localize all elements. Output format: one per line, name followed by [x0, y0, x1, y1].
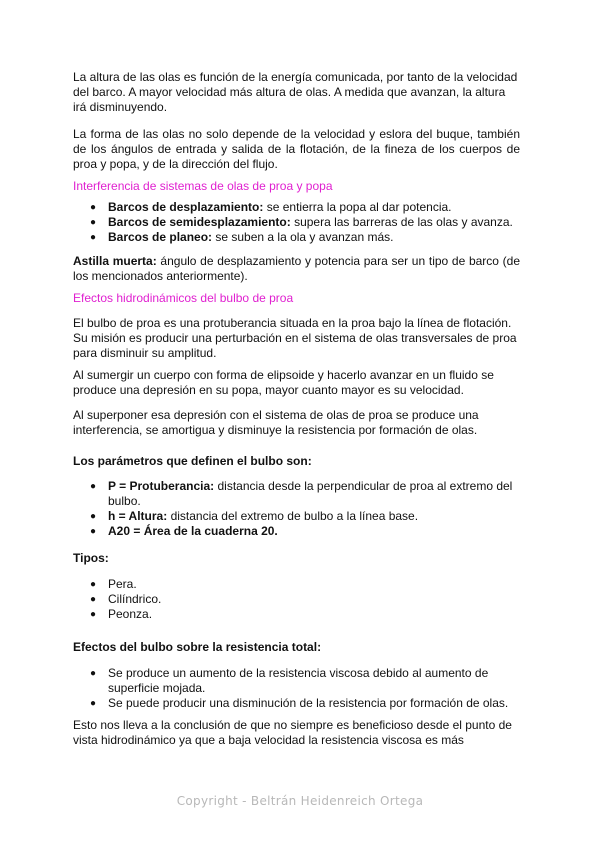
bullet-icon: ● [90, 698, 97, 709]
item-text: Peonza. [108, 607, 153, 621]
list-tipos [73, 577, 520, 622]
definition: distancia desde la perpendicular de proa al extremo del bulbo. [108, 479, 513, 508]
list-item [73, 200, 520, 215]
bullet-icon: ● [90, 594, 97, 605]
copyright-footer: Copyright - Beltrán Heidenreich Ortega [176, 794, 424, 808]
bullet-icon: ● [90, 511, 97, 522]
item-text: Se produce un aumento de la resistencia viscosa debido al aumento de superficie mojada. [108, 666, 489, 695]
list-item [73, 524, 520, 539]
list-item [73, 230, 520, 245]
bullet-icon: ● [90, 526, 97, 537]
item-text: Pera. [108, 577, 137, 591]
paragraph-wave-height: La altura de las olas es función de la energía comunicada, por tanto de la velocidad del barco. A mayor velocidad más altura de olas. A medida que avanzan, la altura irá disminuyendo. [73, 70, 518, 114]
heading-tipos: Tipos: [73, 551, 109, 565]
definition: se suben a la ola y avanzan más. [212, 230, 394, 244]
paragraph-astilla-muerta [73, 254, 520, 284]
list-item [73, 577, 520, 592]
term: A20 = Área de la cuaderna 20. [108, 524, 278, 538]
term: Barcos de planeo: [108, 230, 213, 244]
bullet-icon: ● [90, 232, 97, 243]
list-item [73, 666, 520, 696]
paragraph-conclusion: Esto nos lleva a la conclusión de que no siempre es beneficioso desde el punto de vista hidrodinámico ya que a baja velocidad la resistencia viscosa es más [73, 718, 512, 747]
term: P = Protuberancia: [108, 479, 215, 493]
list-item [73, 509, 520, 524]
bullet-icon: ● [90, 217, 97, 228]
term: h = Altura: [108, 509, 168, 523]
list-item [73, 479, 520, 509]
definition: distancia del extremo de bulbo a la línea base. [167, 509, 419, 523]
paragraph-bulbo-definicion: El bulbo de proa es una protuberancia situada en la proa bajo la línea de flotación. Su misión es producir una perturbación en el sistema de olas transversales de proa para disminuir su amplitud. [73, 316, 517, 360]
bullet-icon: ● [90, 579, 97, 590]
item-text: Se puede producir una disminución de la resistencia por formación de olas. [108, 696, 509, 710]
bullet-icon: ● [90, 609, 97, 620]
list-item [73, 607, 520, 622]
term: Barcos de semidesplazamiento: [108, 215, 291, 229]
bullet-icon: ● [90, 668, 97, 679]
list-barcos [73, 200, 520, 245]
heading-efectos-resistencia: Efectos del bulbo sobre la resistencia total: [73, 640, 322, 654]
paragraph-elipsoide: Al sumergir un cuerpo con forma de elipsoide y hacerlo avanzar en un fluido se produce una depresión en su popa, mayor cuanto mayor es su velocidad. [73, 368, 494, 397]
definition: supera las barreras de las olas y avanza. [290, 215, 513, 229]
paragraph-superponer: Al superponer esa depresión con el sistema de olas de proa se produce una interferencia, se amortigua y disminuye la resistencia por formación de olas. [73, 408, 479, 437]
definition: ángulo de desplazamiento y potencia para ser un tipo de barco (de los mencionados anteriormente). [73, 254, 521, 283]
term: Barcos de desplazamiento: [108, 200, 264, 214]
list-item [73, 215, 520, 230]
list-efectos [73, 666, 520, 711]
list-item [73, 696, 520, 711]
term: Astilla muerta: [73, 254, 157, 268]
item-text: Cilíndrico. [108, 592, 162, 606]
heading-efectos-bulbo: Efectos hidrodinámicos del bulbo de proa [73, 291, 294, 305]
heading-parametros: Los parámetros que definen el bulbo son: [73, 454, 312, 468]
bullet-icon: ● [90, 202, 97, 213]
bullet-icon: ● [90, 481, 97, 492]
list-item [73, 592, 520, 607]
definition: se entierra la popa al dar potencia. [263, 200, 452, 214]
heading-interferencia: Interferencia de sistemas de olas de proa y popa [73, 179, 333, 193]
paragraph-wave-shape: La forma de las olas no solo depende de la velocidad y eslora del buque, también de los ángulos de entrada y salida de la flotación, de la fineza de los cuerpos de proa y popa, y de la dirección del flujo. [73, 127, 520, 171]
list-parametros [73, 479, 520, 539]
